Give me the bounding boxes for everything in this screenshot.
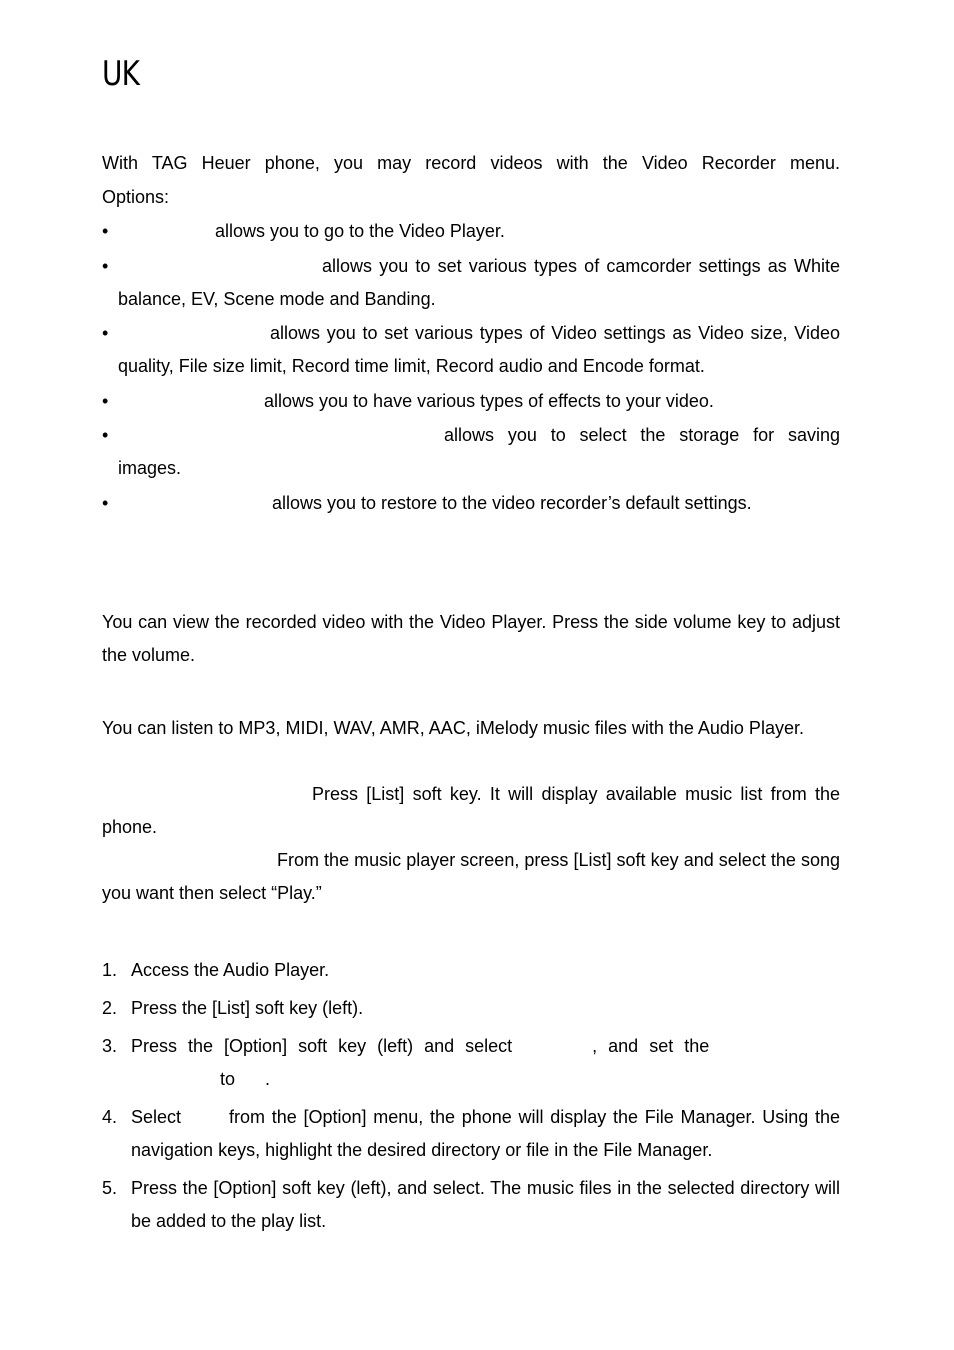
step-4 bbox=[102, 1101, 840, 1167]
step-4-part-2: from the [Option] menu, the phone will display the File Manager. Using the navigation keys, highlight the desired directory or file in the File Manager. bbox=[131, 1107, 840, 1160]
step-text: Access the Audio Player. bbox=[131, 960, 330, 980]
intro-line-2: Options: bbox=[102, 187, 170, 207]
option-text-4: allows you to have various types of effects to your video. bbox=[264, 391, 714, 411]
bullet-icon: • bbox=[102, 256, 109, 276]
step-5 bbox=[102, 1172, 840, 1238]
option-text-3: allows you to set various types of Video settings as Video size, Video quality, File size limit, Record time limit, Record audio and Encode format. bbox=[118, 323, 840, 376]
option-bullet-1 bbox=[102, 215, 840, 248]
step-text: Press the [Option] soft key (left), and select. The music files in the selected directory will be added to the play list. bbox=[131, 1178, 840, 1231]
step-number: 2. bbox=[102, 998, 118, 1018]
bullet-icon: • bbox=[102, 391, 109, 411]
step-4-part-1: Select bbox=[131, 1107, 182, 1127]
language-header: UK bbox=[102, 54, 140, 94]
option-text-2: allows you to set various types of camcorder settings as White balance, EV, Scene mode and Banding. bbox=[118, 256, 840, 309]
audio-player-list-paragraph: Press [List] soft key. It will display available music list from the phone. bbox=[102, 784, 840, 837]
step-number: 3. bbox=[102, 1036, 118, 1056]
bullet-icon: • bbox=[102, 493, 109, 513]
audio-player-intro: You can listen to MP3, MIDI, WAV, AMR, AAC, iMelody music files with the Audio Player. bbox=[102, 718, 804, 738]
option-bullet-5 bbox=[102, 419, 840, 485]
step-3-part-2: , and set the bbox=[592, 1036, 710, 1056]
step-number: 1. bbox=[102, 960, 118, 980]
step-1 bbox=[102, 954, 840, 987]
step-3-part-4: . bbox=[265, 1069, 271, 1089]
step-3-part-3: to bbox=[220, 1069, 236, 1089]
audio-player-play-paragraph: From the music player screen, press [List] soft key and select the song you want then select “Play.” bbox=[102, 850, 840, 903]
bullet-icon: • bbox=[102, 425, 109, 445]
option-text-5: allows you to select the storage for saving images. bbox=[118, 425, 840, 478]
bullet-icon: • bbox=[102, 323, 109, 343]
step-text: Press the [List] soft key (left). bbox=[131, 998, 364, 1018]
video-player-paragraph: You can view the recorded video with the Video Player. Press the side volume key to adjust the volume. bbox=[102, 612, 840, 665]
option-bullet-4 bbox=[102, 385, 840, 418]
step-number: 4. bbox=[102, 1107, 118, 1127]
step-3 bbox=[102, 1030, 840, 1096]
intro-line-1: With TAG Heuer phone, you may record videos with the Video Recorder menu. bbox=[102, 153, 840, 173]
step-2 bbox=[102, 992, 840, 1025]
option-text-1: allows you to go to the Video Player. bbox=[215, 221, 505, 241]
option-bullet-2 bbox=[102, 250, 840, 316]
option-text-6: allows you to restore to the video recorder’s default settings. bbox=[272, 493, 752, 513]
step-3-part-1: Press the [Option] soft key (left) and select bbox=[131, 1036, 513, 1056]
option-bullet-6 bbox=[102, 487, 840, 520]
bullet-icon: • bbox=[102, 221, 109, 241]
step-number: 5. bbox=[102, 1178, 118, 1198]
option-bullet-3 bbox=[102, 317, 840, 383]
